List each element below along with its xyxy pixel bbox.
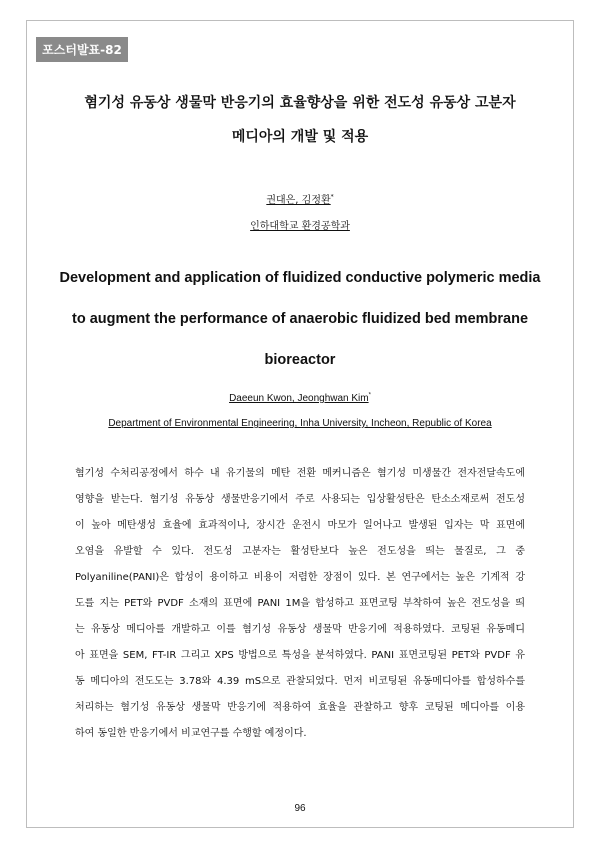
english-corresponding-mark: *: [368, 392, 371, 399]
english-title-line-3: bioreactor: [264, 352, 336, 368]
korean-title-line-1: 혐기성 유동상 생물막 반응기의 효율향상을 위한 전도성 유동상 고분자: [84, 95, 516, 111]
abstract-line: 처리하는 혐기성 유동상 생물막 반응기에 적용하여 효율을 관찰하고 향후 코팅된 메디아를 이용: [75, 702, 525, 713]
korean-author-names: 권대은, 김정환: [266, 195, 331, 206]
abstract-line: 동 메디아의 전도도는 3.78와 4.39 mS으로 관찰되었다. 먼저 비코팅된 유동메디아를 합성하수를: [75, 676, 525, 687]
english-title-line-2: to augment the performance of anaerobic fluidized bed membrane: [71, 311, 529, 327]
korean-affiliation: 인하대학교 환경공학과: [250, 221, 350, 232]
english-title-line-1: Development and application of fluidized conductive polymeric media: [59, 270, 541, 286]
english-author-names: Daeeun Kwon, Jeonghwan Kim: [229, 393, 369, 404]
abstract-line: 이 높아 메탄생성 효율에 효과적이나, 장시간 운전시 마모가 일어나고 발생된 입자는 막 표면에: [75, 520, 525, 531]
abstract-line: 는 유동상 메디아를 개발하고 이를 혐기성 유동상 생물막 반응기에 적용하였다. 코팅된 유동메디: [75, 624, 525, 635]
english-authors: [40, 393, 560, 405]
abstract-line: 도를 지는 PET와 PVDF 소재의 표면에 PANI 1M을 합성하고 표면코팅 부착하여 높은 전도성을 띄: [75, 598, 525, 609]
abstract-line: 오염을 유발할 수 있다. 전도성 고분자는 활성탄보다 높은 전도성을 띄는 물질로, 그 중: [75, 546, 525, 557]
abstract-line: 영향을 받는다. 혐기성 유동상 생물반응기에서 주로 사용되는 입상활성탄은 탄소소재로써 전도성: [75, 494, 525, 505]
english-affiliation: Department of Environmental Engineering, Inha University, Incheon, Republic of Korea: [108, 418, 492, 429]
page-number: 96: [294, 803, 306, 814]
abstract-line: Polyaniline(PANI)은 합성이 용이하고 비용이 저렴한 장점이 있다. 본 연구에서는 높은 기계적 강: [75, 572, 525, 583]
corresponding-author-mark: *: [330, 193, 334, 201]
korean-authors: [40, 195, 560, 207]
abstract-line: 혐기성 수처리공정에서 하수 내 유기물의 메탄 전환 메커니즘은 혐기성 미생물간 전자전달속도에: [75, 468, 525, 479]
abstract-line: 하여 동일한 반응기에서 비교연구를 수행할 예정이다.: [75, 728, 307, 739]
korean-title-line-2: 메디아의 개발 및 적용: [231, 129, 369, 145]
abstract-line: 아 표면을 SEM, FT-IR 그리고 XPS 방법으로 특성을 분석하였다. PANI 표면코팅된 PET와 PVDF 유: [75, 650, 525, 661]
session-badge: 포스터발표-82: [36, 37, 128, 62]
